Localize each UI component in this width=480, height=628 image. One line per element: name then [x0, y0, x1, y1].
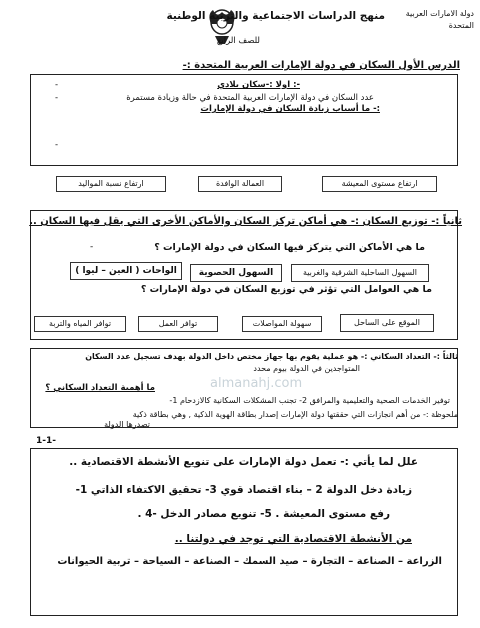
- section2-heading: [29, 216, 462, 227]
- section3-note2: تصدرها الدولة: [104, 420, 150, 429]
- section3-question: ما أهمية التعداد السكاني ؟: [45, 383, 155, 393]
- section1-heading: -: اولا :-سكان بلادي: [217, 80, 300, 90]
- section4-answer: الزراعة – الصناعة – التجارة – صيد السمك – الصناعة – السياحة – تربية الحيوانات: [57, 556, 442, 567]
- section2-q1-dash: -: [90, 242, 94, 252]
- section4-q2: من الأنشطة الاقتصادية التي توجد في دولتنا ..: [174, 533, 412, 545]
- watermark-text: almanahj.com: [210, 376, 303, 391]
- header-state-name: دولة الامارات العربية المتحدة: [405, 9, 474, 30]
- section3-line2: المتواجدين في الدولة بيوم محدد: [253, 364, 360, 373]
- section1-dash1: -: [55, 80, 59, 90]
- section2-heading-prefix: ثانياً :-: [427, 216, 462, 227]
- factor-work: توافر العمل: [138, 316, 218, 332]
- factor-coast-location: الموقع على الساحل: [340, 314, 434, 332]
- section2-q1: ما هي الأماكن التي يتركز فيها السكان في دولة الإمارات ؟: [154, 242, 425, 253]
- section1-q2: :- ما أسباب زيادة السكان في دولة الإمارات: [200, 104, 380, 114]
- section1-bullet: -: [55, 140, 59, 150]
- section-economy-box: [30, 448, 458, 616]
- section4-q1: علل لما يأتي :- تعمل دولة الإمارات على تنويع الأنشطة الاقتصادية ..: [69, 456, 418, 468]
- answer-foreign-labor: العمالة الوافدة: [198, 176, 282, 192]
- section2-q2: ما هي العوامل التي تؤثر في توزيع السكان في دولة الإمارات ؟: [140, 284, 432, 295]
- section4-line2: رفع مستوى المعيشة . 5- تنويع مصادر الدخل -4 .: [137, 508, 390, 520]
- curriculum-title: منهج الدراسات الاجتماعية والتربية الوطنية: [166, 10, 385, 22]
- answer-birth-rate: ارتفاع نسبة المواليد: [56, 176, 166, 192]
- area-gravel-plains: السهول الحصوية: [190, 264, 282, 282]
- section4-line1: زيادة دخل الدولة 2 – بناء اقتصاد قوي 3- تحقيق الاكتفاء الذاتي 1-: [75, 484, 412, 496]
- factor-transport: سهولة المواصلات: [242, 316, 322, 332]
- section3-answer: توفير الخدمات الصحية والتعليمية والمرافق 2- تجنب المشكلات السكانية كالازدحام 1-: [169, 396, 450, 405]
- section1-dash2: -: [55, 93, 59, 103]
- area-oases: ( الواحات ( العين – ليوا: [70, 262, 182, 280]
- page-marker: 1-1-: [36, 436, 56, 446]
- grade-label: للصف الرابع: [216, 36, 260, 46]
- factor-water-soil: توافر المياه والتربة: [34, 316, 126, 332]
- section3-heading: ثالثاً :- التعداد السكاني :- هو عملية يقوم بها جهاز مختص داخل الدولة بهدف تسجيل عدد السكان: [85, 352, 458, 361]
- section1-q1: عدد السكان في دولة الإمارات العربية المتحدة في حالة وزيادة مستمرة: [126, 93, 374, 103]
- section3-note: ملحوظة :- من أهم انجازات التي حققتها دولة الإمارات إصدار بطاقة الهوية الذكية , وهي بطاقة ذكية: [132, 410, 458, 419]
- section2-heading-text: توزيع السكان :- هي أماكن تركز السكان والأماكن الأخرى التي يقل فيها السكان ..: [29, 216, 428, 227]
- lesson-title: الدرس الأول السكان في دولة الإمارات العربية المتحدة :-: [182, 60, 460, 71]
- area-coastal-plains: السهول الساحلية الشرقية والغربية: [291, 264, 429, 282]
- answer-living-standard: ارتفاع مستوى المعيشة: [322, 176, 437, 192]
